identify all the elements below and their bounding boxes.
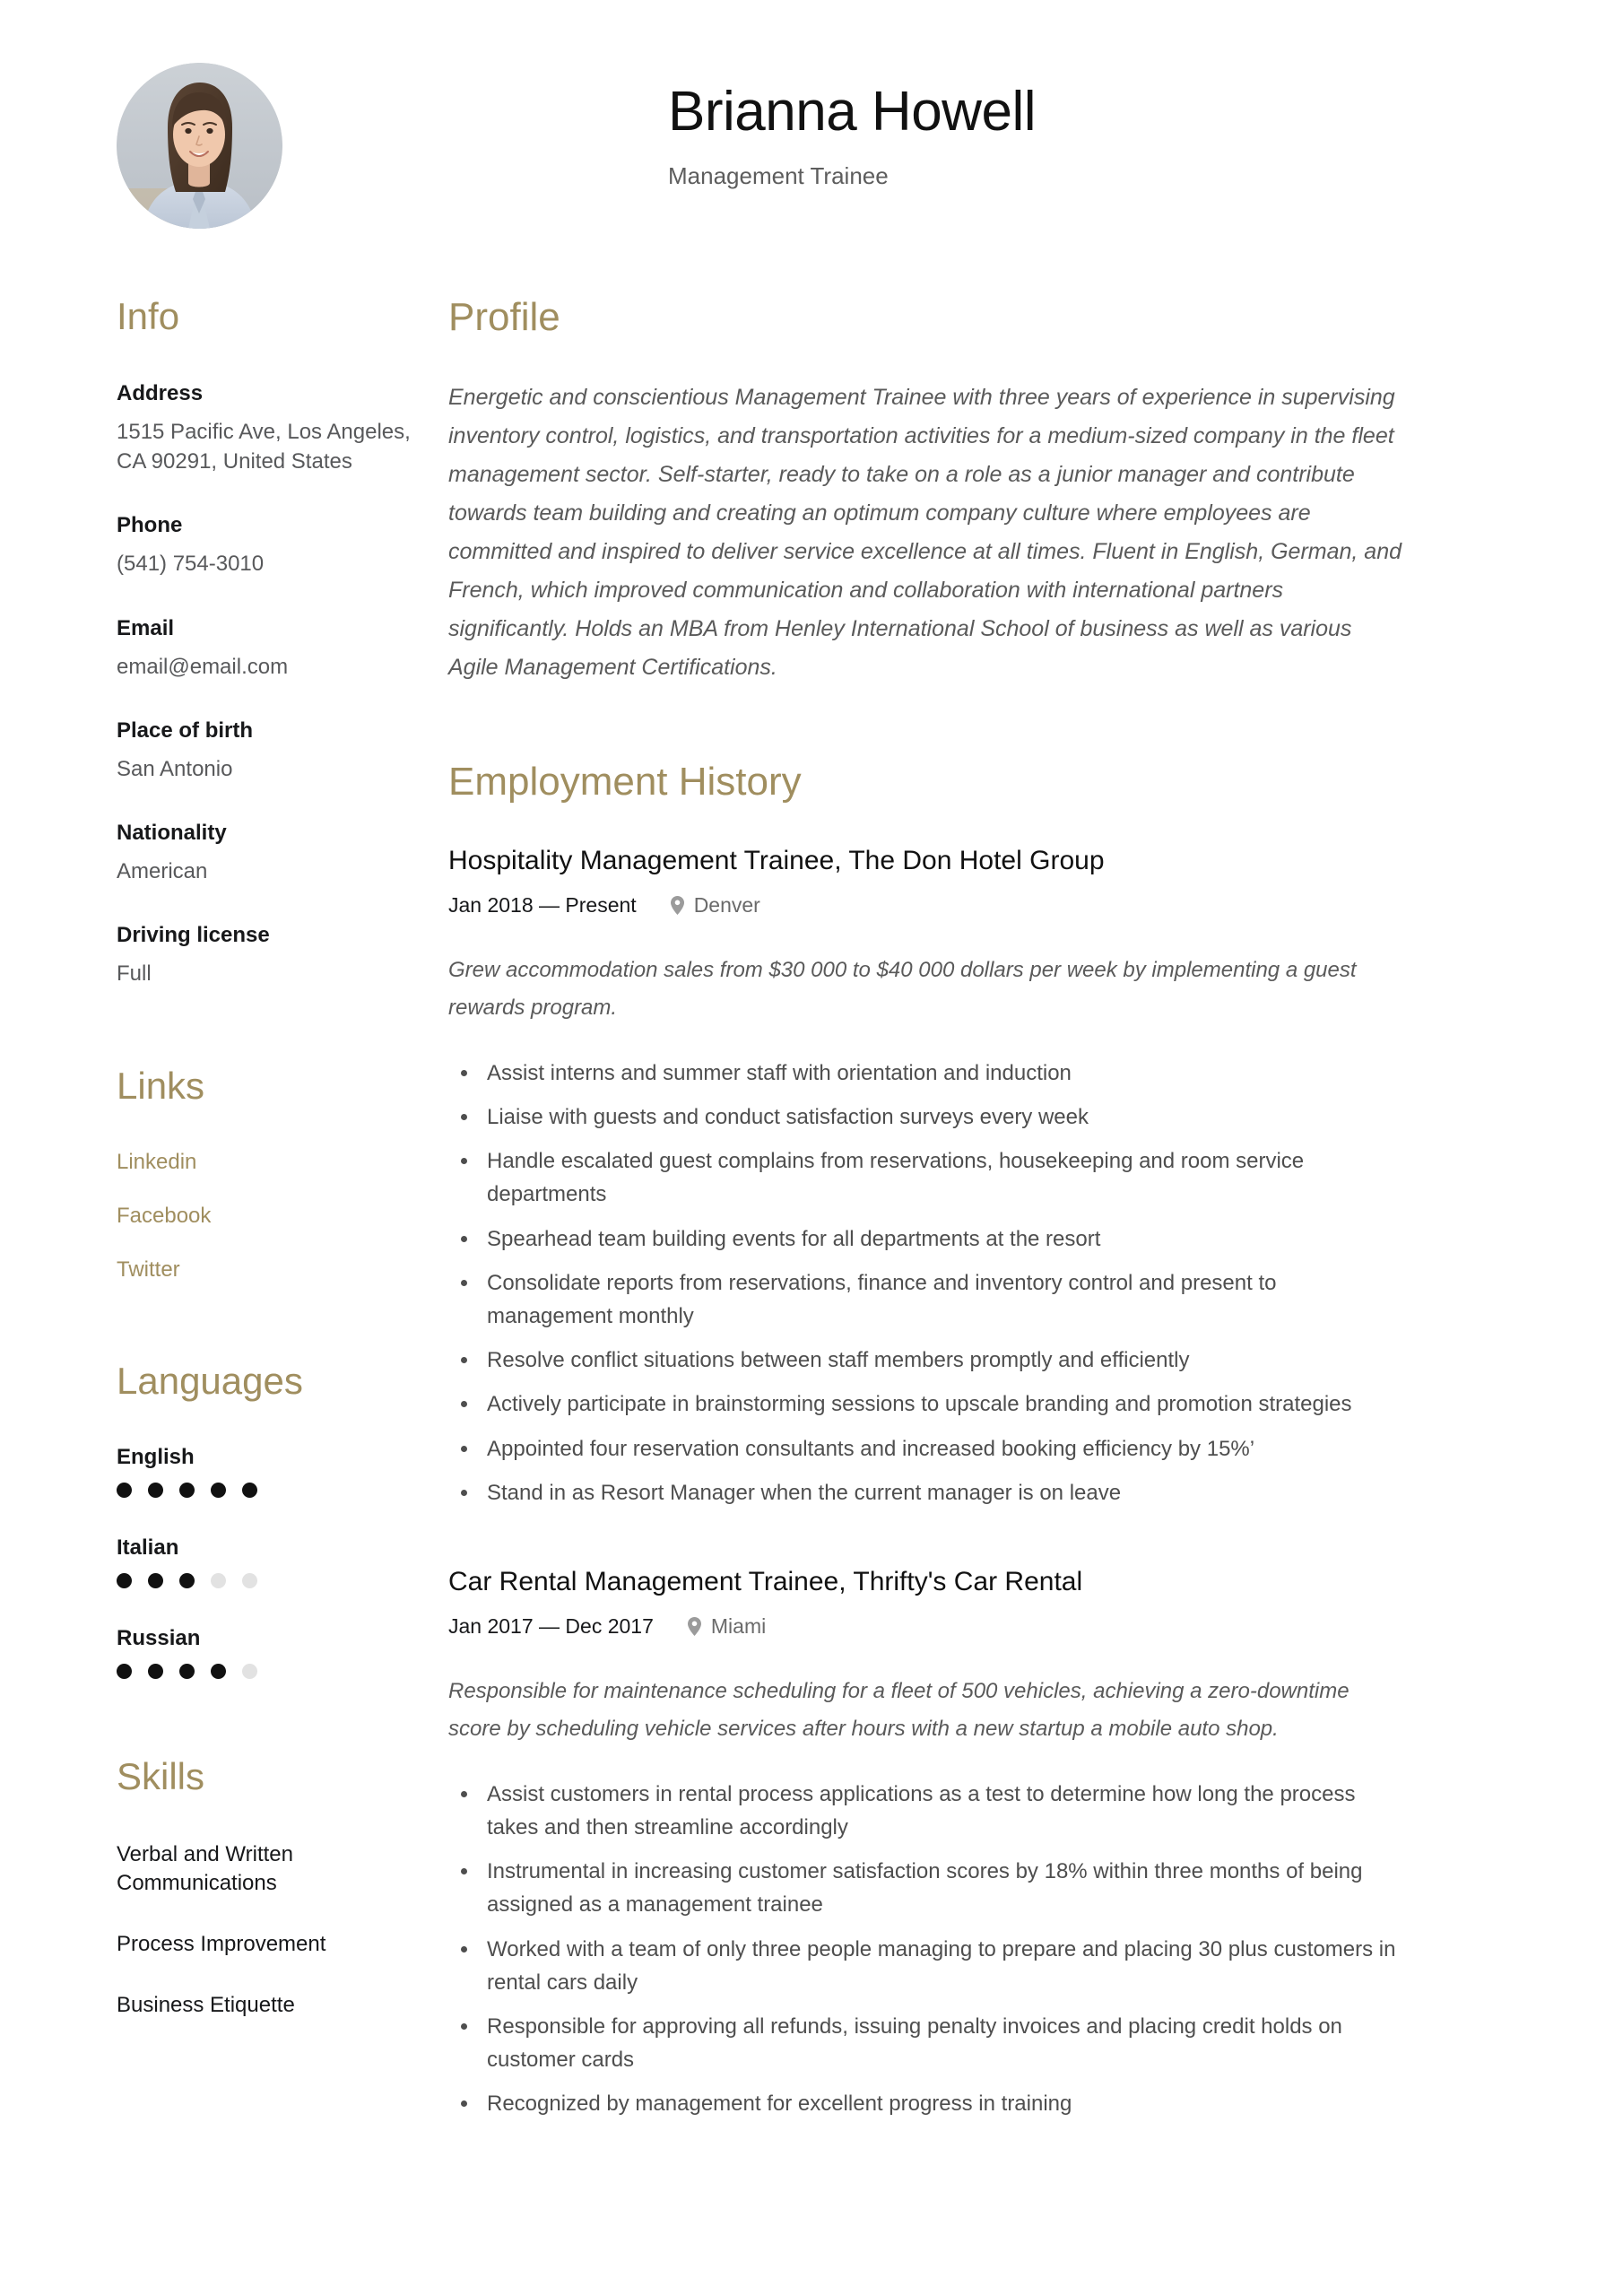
header-job-title: Management Trainee bbox=[668, 162, 889, 190]
rating-dot-filled bbox=[117, 1664, 132, 1679]
link-linkedin[interactable]: Linkedin bbox=[117, 1150, 197, 1175]
info-value: email@email.com bbox=[117, 654, 289, 679]
language-name: English bbox=[117, 1444, 195, 1469]
section-profile bbox=[448, 296, 1403, 687]
language-name: Italian bbox=[117, 1535, 179, 1560]
info-value: American bbox=[117, 858, 208, 883]
info-label: Email bbox=[117, 615, 175, 640]
info-value: San Antonio bbox=[117, 756, 233, 781]
info-label: Phone bbox=[117, 513, 183, 538]
job-bullet: Consolidate reports from reservations, finance and inventory control and present to management monthly bbox=[448, 1266, 1403, 1333]
job-bullets bbox=[448, 1057, 1403, 1509]
language-level-dots bbox=[117, 1664, 412, 1679]
info-field-phone bbox=[117, 512, 412, 578]
job-meta bbox=[448, 893, 1403, 918]
language-level-dots bbox=[117, 1483, 412, 1498]
main-content bbox=[448, 296, 1506, 2132]
info-field-address bbox=[117, 380, 412, 476]
info-label: Place of birth bbox=[117, 718, 254, 743]
job-title: Hospitality Management Trainee, The Don Hotel Group bbox=[448, 845, 1105, 875]
employment-history-heading: Employment History bbox=[448, 760, 802, 804]
job-bullet: Spearhead team building events for all departments at the resort bbox=[448, 1222, 1403, 1256]
info-label: Address bbox=[117, 381, 204, 406]
resume-header bbox=[0, 0, 1623, 296]
skill-item: Process Improvement bbox=[117, 1931, 326, 1956]
rating-dot-empty bbox=[211, 1573, 226, 1588]
job-bullet: Handle escalated guest complains from reservations, housekeeping and room service departments bbox=[448, 1144, 1403, 1211]
rating-dot-filled bbox=[179, 1664, 195, 1679]
job-entry bbox=[448, 844, 1403, 1509]
rating-dot-filled bbox=[211, 1483, 226, 1498]
info-value: 1515 Pacific Ave, Los Angeles, CA 90291, United States bbox=[117, 420, 411, 474]
avatar-container bbox=[117, 63, 291, 229]
job-title: Car Rental Management Trainee, Thrifty's Car Rental bbox=[448, 1566, 1083, 1596]
job-bullet: Responsible for approving all refunds, issuing penalty invoices and placing credit holds on customer cards bbox=[448, 2010, 1403, 2076]
job-bullet: Worked with a team of only three people managing to prepare and placing 30 plus customers in rental cars daily bbox=[448, 1933, 1403, 1999]
language-italian bbox=[117, 1535, 412, 1588]
language-level-dots bbox=[117, 1573, 412, 1588]
resume-body bbox=[0, 296, 1623, 2213]
info-label: Driving license bbox=[117, 922, 270, 947]
rating-dot-filled bbox=[148, 1573, 163, 1588]
page-title: Brianna Howell bbox=[668, 81, 1036, 143]
job-bullet: Assist customers in rental process applications as a test to determine how long the process takes and then streamline accordingly bbox=[448, 1778, 1403, 1844]
sidebar-section-links bbox=[117, 1065, 412, 1283]
rating-dot-filled bbox=[148, 1664, 163, 1679]
rating-dot-filled bbox=[117, 1483, 132, 1498]
job-bullet: Assist interns and summer staff with orientation and induction bbox=[448, 1057, 1403, 1090]
job-bullet: Recognized by management for excellent progress in training bbox=[448, 2087, 1403, 2120]
link-twitter[interactable]: Twitter bbox=[117, 1257, 180, 1282]
job-location bbox=[671, 893, 760, 918]
rating-dot-filled bbox=[211, 1664, 226, 1679]
language-english bbox=[117, 1445, 412, 1498]
job-location bbox=[688, 1614, 766, 1639]
sidebar-section-info bbox=[117, 296, 412, 988]
job-dates: Jan 2018 — Present bbox=[448, 893, 637, 918]
languages-heading: Languages bbox=[117, 1359, 303, 1402]
skill-item: Business Etiquette bbox=[117, 1992, 295, 2017]
profile-text: Energetic and conscientious Management Trainee with three years of experience in supervising inventory control, logistics, and transportation activities for a medium-sized company in the fleet management sector. Self-starter, ready to take on a role as a junior manager and contribute towards team building and creating an optimum company culture where employees are committed and inspired to deliver service excellence at all times. Fluent in English, German, and French, which improved communication and collaboration with international partners significantly. Holds an MBA from Henley International School of business as well as various Agile Management Certifications. bbox=[448, 385, 1402, 681]
location-pin-icon bbox=[688, 1617, 701, 1636]
job-bullet: Instrumental in increasing customer satisfaction scores by 18% within three months of being assigned as a management trainee bbox=[448, 1855, 1403, 1921]
sidebar bbox=[0, 296, 448, 2097]
job-summary: Responsible for maintenance scheduling for a fleet of 500 vehicles, achieving a zero-downtime score by scheduling vehicle services after hours with a new startup a mobile auto shop. bbox=[448, 1679, 1350, 1741]
section-employment-history bbox=[448, 761, 1403, 2120]
rating-dot-filled bbox=[179, 1483, 195, 1498]
skill-item: Verbal and Written Communications bbox=[117, 1841, 294, 1895]
job-bullet: Appointed four reservation consultants and increased booking efficiency by 15%’ bbox=[448, 1432, 1403, 1465]
skills-heading: Skills bbox=[117, 1754, 205, 1797]
location-pin-icon bbox=[671, 896, 684, 915]
rating-dot-filled bbox=[179, 1573, 195, 1588]
rating-dot-filled bbox=[242, 1483, 257, 1498]
rating-dot-filled bbox=[148, 1483, 163, 1498]
job-bullet: Resolve conflict situations between staff members promptly and efficiently bbox=[448, 1344, 1403, 1377]
job-meta bbox=[448, 1614, 1403, 1639]
sidebar-section-skills bbox=[117, 1756, 412, 2020]
info-heading: Info bbox=[117, 295, 180, 337]
info-field-nationality bbox=[117, 820, 412, 886]
rating-dot-filled bbox=[117, 1573, 132, 1588]
job-bullet: Stand in as Resort Manager when the current manager is on leave bbox=[448, 1476, 1403, 1509]
header-text bbox=[668, 63, 1036, 190]
job-summary: Grew accommodation sales from $30 000 to $40 000 dollars per week by implementing a guest rewards program. bbox=[448, 958, 1357, 1020]
link-facebook[interactable]: Facebook bbox=[117, 1203, 212, 1228]
job-location-label: Denver bbox=[693, 893, 760, 918]
job-entry bbox=[448, 1565, 1403, 2121]
job-bullet: Liaise with guests and conduct satisfaction surveys every week bbox=[448, 1100, 1403, 1134]
language-name: Russian bbox=[117, 1625, 201, 1650]
job-dates: Jan 2017 — Dec 2017 bbox=[448, 1614, 654, 1639]
profile-heading: Profile bbox=[448, 295, 560, 339]
info-field-place-of-birth bbox=[117, 718, 412, 784]
rating-dot-empty bbox=[242, 1664, 257, 1679]
job-location-label: Miami bbox=[710, 1614, 767, 1639]
info-label: Nationality bbox=[117, 820, 227, 845]
sidebar-section-languages bbox=[117, 1361, 412, 1679]
info-field-email bbox=[117, 615, 412, 682]
links-heading: Links bbox=[117, 1064, 205, 1107]
info-value: (541) 754-3010 bbox=[117, 552, 265, 577]
avatar bbox=[117, 63, 282, 229]
rating-dot-empty bbox=[242, 1573, 257, 1588]
job-bullets bbox=[448, 1778, 1403, 2121]
info-field-driving-license bbox=[117, 922, 412, 988]
info-value: Full bbox=[117, 961, 152, 986]
job-bullet: Actively participate in brainstorming sessions to upscale branding and promotion strategies bbox=[448, 1387, 1403, 1421]
language-russian bbox=[117, 1626, 412, 1679]
